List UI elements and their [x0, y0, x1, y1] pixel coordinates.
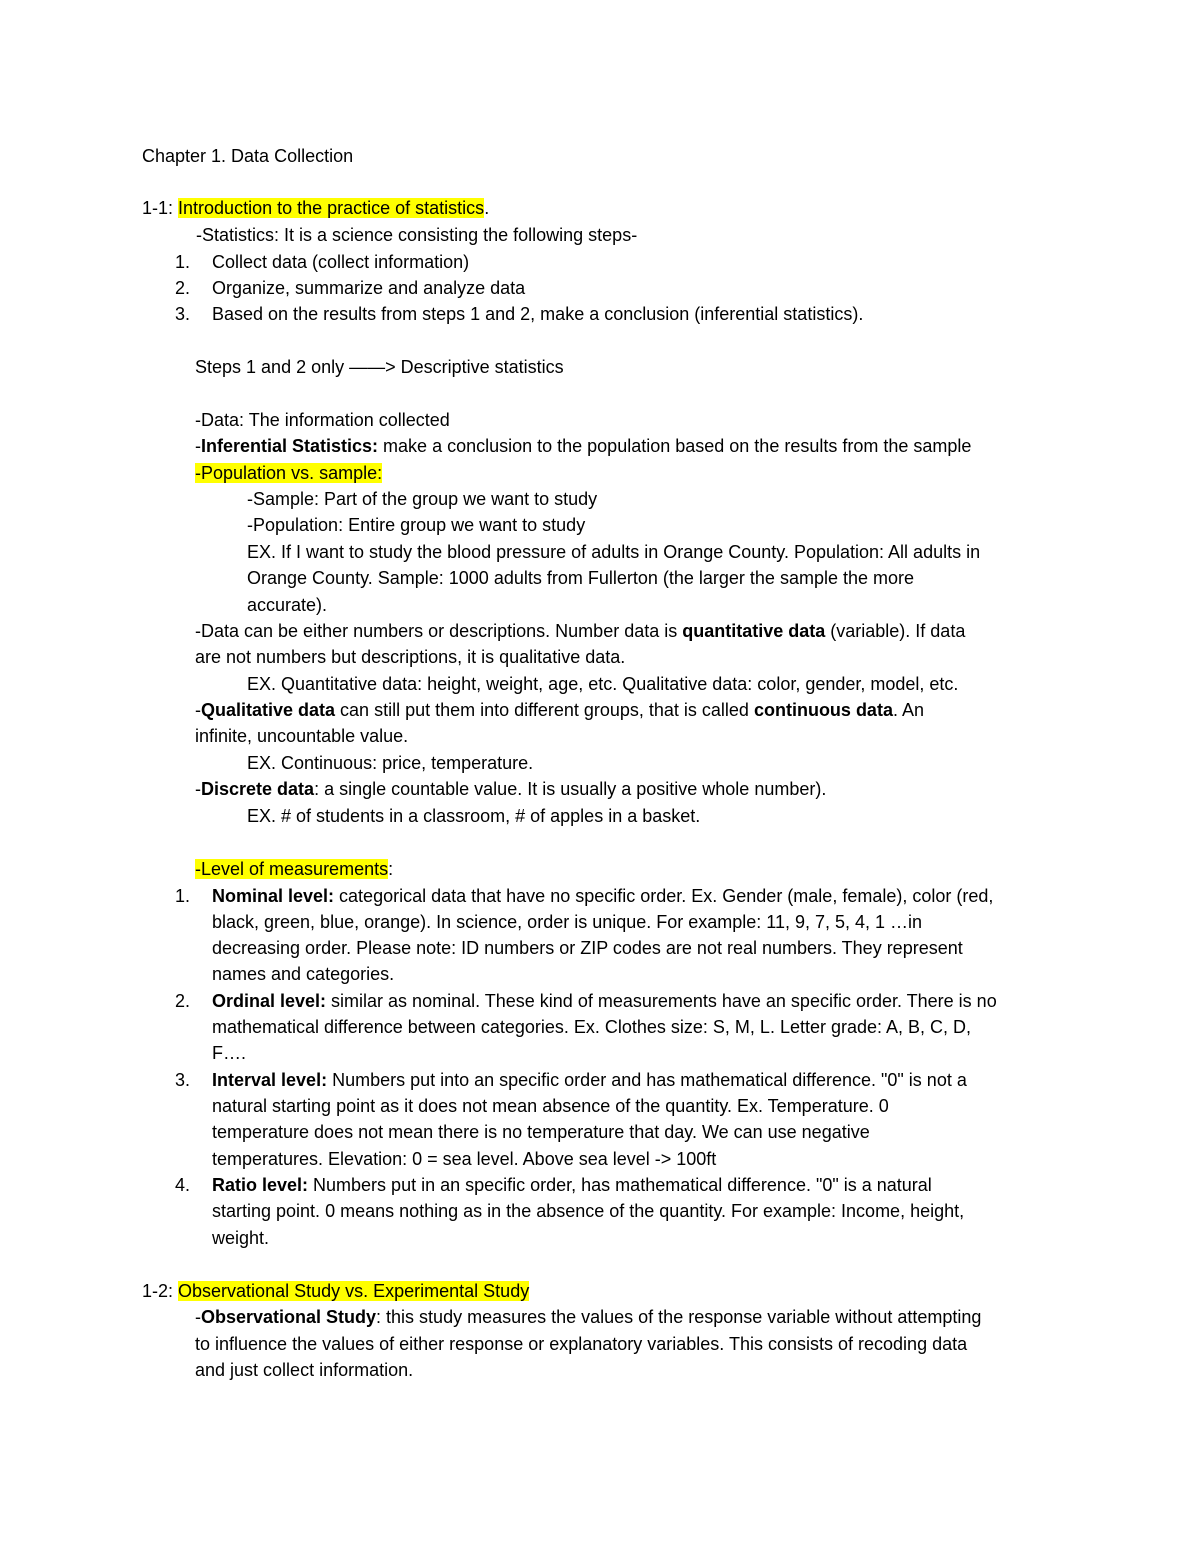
list-item: Organize, summarize and analyze data: [212, 278, 526, 298]
text: similar as nominal. These kind of measurements have an specific order. There is no: [326, 991, 997, 1011]
highlighted-heading: -Population vs. sample:: [195, 463, 383, 483]
section-number: 1-2:: [142, 1281, 179, 1301]
definition-text: make a conclusion to the population based on the results from the sample: [378, 436, 972, 456]
list-item: [212, 884, 993, 908]
level-of-measurements-heading: [195, 857, 393, 881]
term-bold: continuous data: [753, 700, 893, 720]
section-number: 1-1:: [142, 198, 179, 218]
term-bold: quantitative data: [682, 621, 826, 641]
observational-study-line: [195, 1305, 981, 1329]
text: : this study measures the values of the response variable without attempting: [376, 1307, 982, 1327]
qualitative-data-line: [195, 698, 924, 722]
example-line: accurate).: [247, 595, 328, 615]
list-item-continuation: natural starting point as it does not mean absence of the quantity. Ex. Temperature. 0: [212, 1096, 889, 1116]
text: Numbers put into an specific order and has mathematical difference. "0" is not a: [327, 1070, 967, 1090]
list-item: Collect data (collect information): [212, 252, 470, 272]
list-item: [212, 1068, 967, 1092]
section-title-highlighted: Introduction to the practice of statistics: [178, 198, 485, 218]
data-types-line: are not numbers but descriptions, it is qualitative data.: [195, 647, 626, 667]
text: : a single countable value. It is usually a positive whole number).: [314, 779, 827, 799]
section-title-highlighted: Observational Study vs. Experimental Study: [178, 1281, 530, 1301]
text: Numbers put in an specific order, has mathematical difference. "0" is a natural: [308, 1175, 932, 1195]
statistics-definition: -Statistics: It is a science consisting the following steps-: [196, 225, 638, 245]
list-number: 1.: [175, 252, 191, 272]
example-line: EX. If I want to study the blood pressure of adults in Orange County. Population: All adults in: [247, 542, 981, 562]
example-line: EX. Continuous: price, temperature.: [247, 753, 534, 773]
inferential-statistics-definition: [195, 434, 971, 458]
list-item-continuation: starting point. 0 means nothing as in the absence of the quantity. For example: Income, height,: [212, 1201, 965, 1221]
list-item: [212, 989, 997, 1013]
list-item-continuation: temperatures. Elevation: 0 = sea level. Above sea level -> 100ft: [212, 1149, 717, 1169]
list-item: [212, 1173, 932, 1197]
term-bold: Discrete data: [201, 779, 315, 799]
population-definition: -Population: Entire group we want to study: [247, 515, 586, 535]
list-item-continuation: mathematical difference between categories. Ex. Clothes size: S, M, L. Letter grade: A, B, C, D,: [212, 1017, 972, 1037]
list-number: 2.: [175, 278, 191, 298]
observational-study-line: to influence the values of either response or explanatory variables. This consists of recoding data: [195, 1334, 968, 1354]
section-1-2-heading: [142, 1279, 529, 1303]
sample-definition: -Sample: Part of the group we want to study: [247, 489, 598, 509]
list-number: 3.: [175, 304, 191, 324]
colon: :: [388, 859, 394, 879]
term-bold: Qualitative data: [201, 700, 336, 720]
example-line: Orange County. Sample: 1000 adults from Fullerton (the larger the sample the more: [247, 568, 915, 588]
highlighted-heading: -Level of measurements: [195, 859, 389, 879]
list-item: Based on the results from steps 1 and 2, make a conclusion (inferential statistics).: [212, 304, 864, 324]
example-line: EX. # of students in a classroom, # of apples in a basket.: [247, 806, 701, 826]
text: . An: [892, 700, 924, 720]
list-item-continuation: decreasing order. Please note: ID numbers or ZIP codes are not real numbers. They represent: [212, 938, 963, 958]
list-number: 3.: [175, 1070, 191, 1090]
example-line: EX. Quantitative data: height, weight, age, etc. Qualitative data: color, gender, model, etc.: [247, 674, 959, 694]
data-definition: -Data: The information collected: [195, 410, 450, 430]
list-item-continuation: weight.: [212, 1228, 270, 1248]
text: categorical data that have no specific order. Ex. Gender (male, female), color (red,: [334, 886, 994, 906]
term-bold: Observational Study: [201, 1307, 377, 1327]
term-bold: Interval level:: [212, 1070, 328, 1090]
qualitative-data-line: infinite, uncountable value.: [195, 726, 409, 746]
term-bold: Ratio level:: [212, 1175, 309, 1195]
dash: -: [195, 436, 201, 456]
term-bold: Nominal level:: [212, 886, 335, 906]
list-number: 4.: [175, 1175, 191, 1195]
dash: -: [195, 1307, 201, 1327]
list-number: 2.: [175, 991, 191, 1011]
term-bold: Inferential Statistics:: [201, 436, 379, 456]
list-item-continuation: F….: [212, 1043, 246, 1063]
page-title: Chapter 1. Data Collection: [142, 146, 354, 166]
list-number: 1.: [175, 886, 191, 906]
text: (variable). If data: [825, 621, 966, 641]
list-item-continuation: names and categories.: [212, 964, 395, 984]
data-types-line: [195, 619, 965, 643]
list-item-continuation: black, green, blue, orange). In science, order is unique. For example: 11, 9, 7, 5, 4, 1 …in: [212, 912, 923, 932]
term-bold: Ordinal level:: [212, 991, 327, 1011]
dash: -: [195, 779, 201, 799]
list-item-continuation: temperature does not mean there is no temperature that day. We can use negative: [212, 1122, 870, 1142]
section-1-1-heading: [142, 196, 489, 220]
text: can still put them into different groups, that is called: [335, 700, 754, 720]
discrete-data-line: [195, 777, 826, 801]
text: -Data can be either numbers or descriptions. Number data is: [195, 621, 683, 641]
observational-study-line: and just collect information.: [195, 1360, 414, 1380]
section-title-period: .: [484, 198, 490, 218]
dash: -: [195, 700, 201, 720]
population-vs-sample-heading: [195, 461, 382, 485]
descriptive-statistics-line: Steps 1 and 2 only ——> Descriptive statistics: [195, 357, 564, 377]
